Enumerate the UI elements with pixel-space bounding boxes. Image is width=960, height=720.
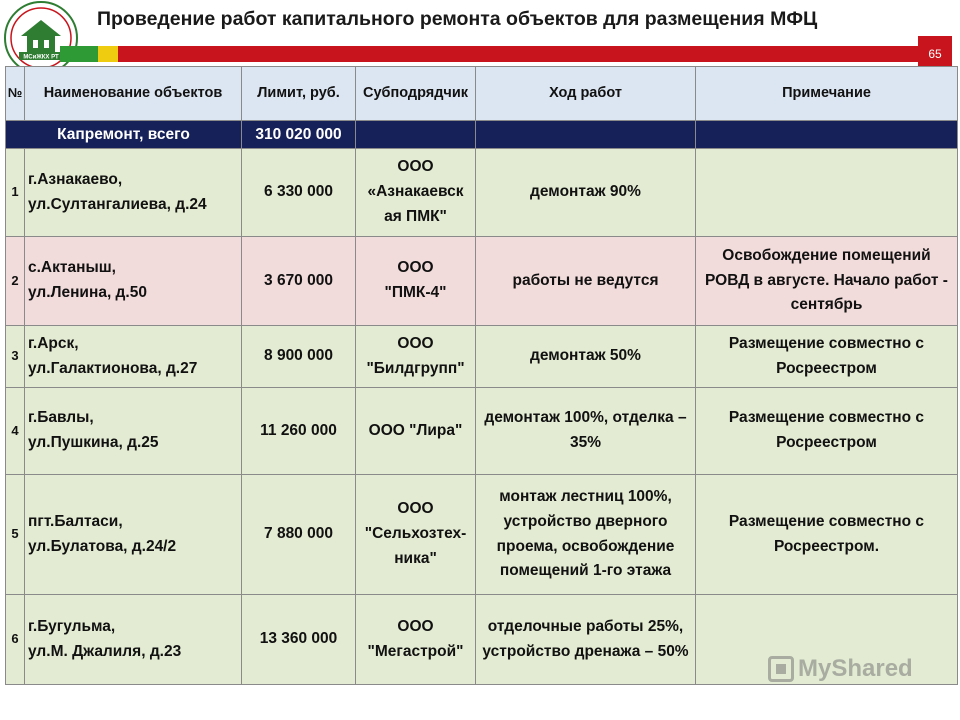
object-name (25, 326, 242, 388)
object-contractor (356, 237, 476, 326)
contractor-line: ООО (397, 158, 434, 176)
contractor-line: «Азнакаевск (367, 183, 464, 201)
object-contractor (356, 475, 476, 595)
table-header-row (6, 67, 958, 121)
watermark-text: MyShared (798, 655, 913, 682)
myshared-logo-icon (768, 656, 794, 682)
stripe-green (60, 46, 98, 62)
total-label: Капремонт, всего (6, 121, 242, 149)
contractor-line: ООО (397, 617, 434, 635)
object-progress: демонтаж 100%, отделка – 35% (476, 388, 696, 475)
object-street: ул.Булатова, д.24/2 (28, 537, 177, 555)
logo-text: МСиЖКХ РТ (23, 54, 59, 61)
row-number: 5 (6, 475, 25, 595)
object-limit: 6 330 000 (242, 149, 356, 237)
object-name (25, 595, 242, 685)
object-note: Размещение совместно с Росреестром (696, 326, 958, 388)
object-street: ул.Ленина, д.50 (28, 284, 147, 301)
object-limit: 11 260 000 (242, 388, 356, 475)
contractor-line: "Мегастрой" (367, 642, 464, 660)
col-header-number: № (6, 67, 25, 121)
ministry-logo (3, 0, 79, 76)
col-header-progress: Ход работ (476, 67, 696, 121)
object-progress: демонтаж 90% (476, 149, 696, 237)
contractor-line: ООО (397, 259, 434, 277)
object-locality: пгт.Балтаси, (28, 512, 123, 530)
contractor-line: "Билдгрупп" (366, 359, 465, 377)
repair-table (5, 66, 958, 685)
object-limit: 8 900 000 (242, 326, 356, 388)
col-header-name: Наименование объектов (25, 67, 242, 121)
table-row (6, 326, 958, 388)
object-name (25, 388, 242, 475)
stripe-red (118, 46, 930, 62)
object-progress: работы не ведутся (476, 237, 696, 326)
contractor-line: ООО "Лира" (368, 421, 463, 439)
table-row (6, 149, 958, 237)
object-contractor (356, 149, 476, 237)
object-contractor (356, 326, 476, 388)
contractor-line: ника" (394, 549, 437, 567)
object-note (696, 149, 958, 237)
object-note: Освобождение помещений РОВД в августе. Начало работ - сентябрь (696, 237, 958, 326)
object-street: ул.Пушкина, д.25 (28, 434, 159, 451)
col-header-note: Примечание (696, 67, 958, 121)
contractor-line: ая ПМК" (384, 207, 447, 225)
object-name (25, 149, 242, 237)
object-progress: демонтаж 50% (476, 326, 696, 388)
total-row (6, 121, 958, 149)
row-number: 1 (6, 149, 25, 237)
object-locality: с.Актаныш, (28, 259, 116, 277)
object-limit: 7 880 000 (242, 475, 356, 595)
object-street: ул.Галактионова, д.27 (28, 359, 198, 377)
object-street: ул.Султангалиева, д.24 (28, 195, 207, 213)
object-street: ул.М. Джалиля, д.23 (28, 642, 182, 660)
row-number: 2 (6, 237, 25, 326)
col-header-limit: Лимит, руб. (242, 67, 356, 121)
total-progress-cell (476, 121, 696, 149)
object-name (25, 237, 242, 326)
table-row (6, 388, 958, 475)
object-locality: г.Арск, (28, 334, 79, 352)
contractor-line: ООО (397, 500, 434, 518)
object-contractor (356, 388, 476, 475)
row-number: 6 (6, 595, 25, 685)
table-row (6, 475, 958, 595)
row-number: 3 (6, 326, 25, 388)
stripe-yellow (98, 46, 118, 62)
total-limit: 310 020 000 (242, 121, 356, 149)
contractor-line: "Сельхозтех- (364, 525, 467, 543)
watermark (768, 655, 913, 683)
row-number: 4 (6, 388, 25, 475)
object-progress: монтаж лестниц 100%, устройство дверного проема, освобождение помещений 1-го этажа (476, 475, 696, 595)
object-locality: г.Бавлы, (28, 409, 94, 427)
page-title: Проведение работ капитального ремонта объектов для размещения МФЦ (97, 8, 818, 30)
object-note: Размещение совместно с Росреестром. (696, 475, 958, 595)
object-note: Размещение совместно с Росреестром (696, 388, 958, 475)
object-contractor (356, 595, 476, 685)
total-contractor-cell (356, 121, 476, 149)
object-limit: 13 360 000 (242, 595, 356, 685)
object-locality: г.Азнакаево, (28, 170, 123, 188)
col-header-contractor: Субподрядчик (356, 67, 476, 121)
object-name (25, 475, 242, 595)
page-number: 65 (918, 36, 952, 72)
table-row (6, 237, 958, 326)
object-locality: г.Бугульма, (28, 617, 116, 635)
contractor-line: ООО (397, 334, 434, 352)
total-note-cell (696, 121, 958, 149)
object-progress: отделочные работы 25%, устройство дренажа – 50% (476, 595, 696, 685)
contractor-line: "ПМК-4" (384, 284, 447, 301)
object-limit: 3 670 000 (242, 237, 356, 326)
